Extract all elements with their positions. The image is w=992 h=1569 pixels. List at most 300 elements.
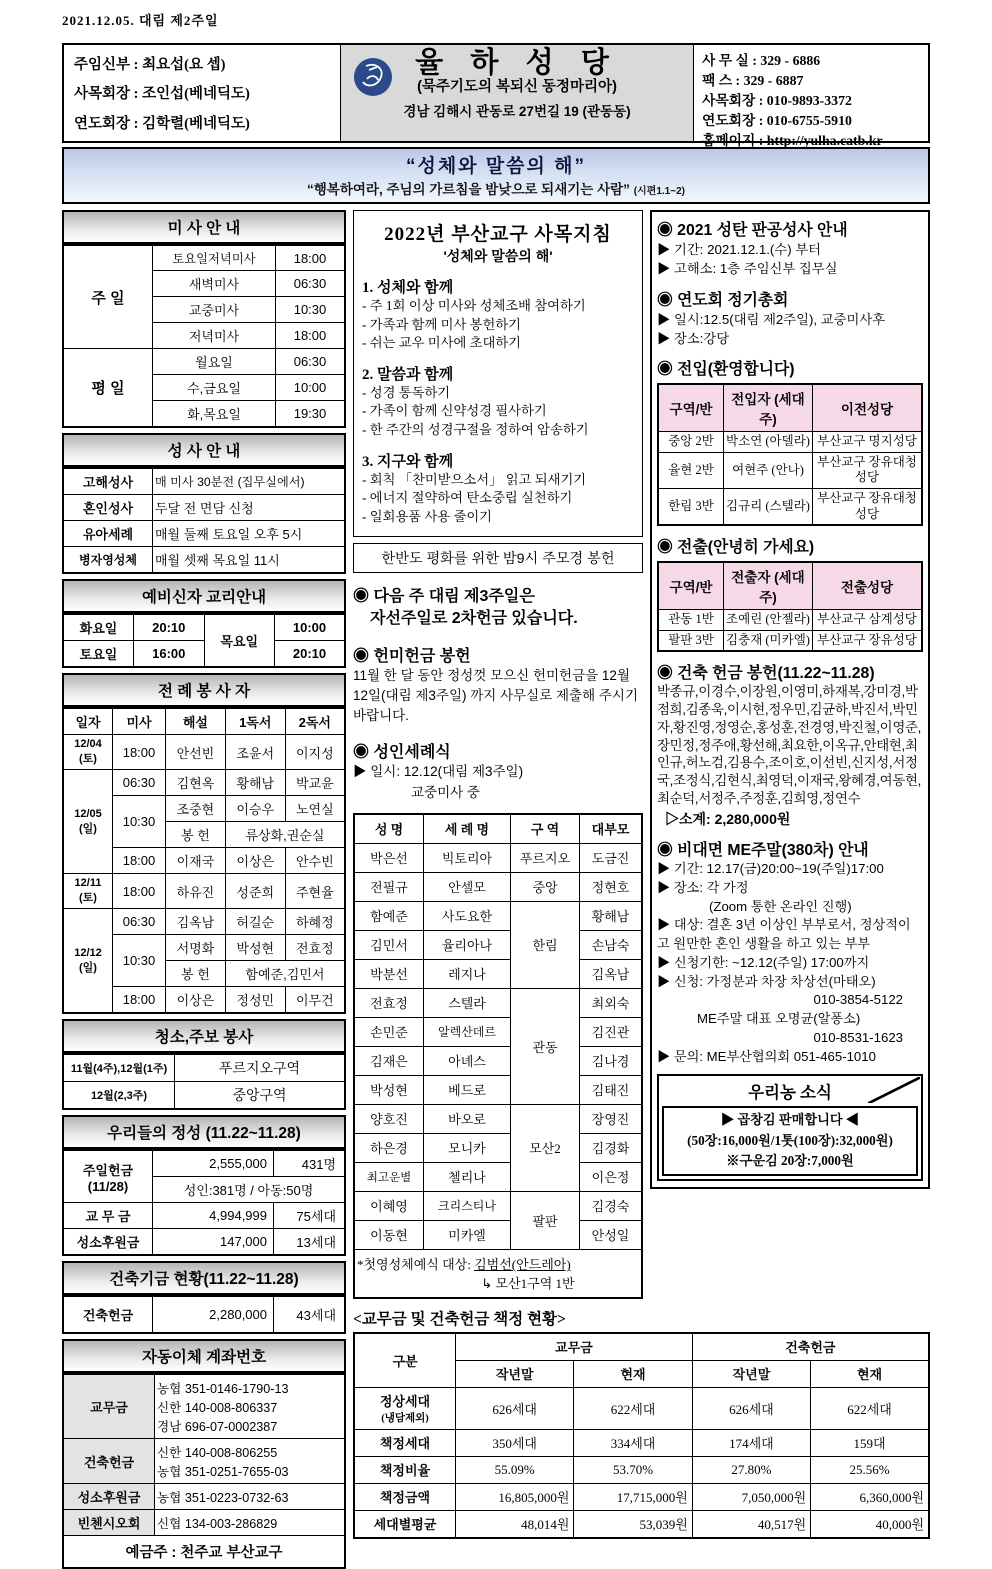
baptism-cell: 김태진 bbox=[580, 1075, 643, 1104]
me-line: ▶ 기간: 12.17(금)20:00~19(주일)17:00 bbox=[657, 861, 884, 877]
assessment-sub-header: 현재 bbox=[811, 1360, 929, 1387]
liturgy-cell: 06:30 bbox=[113, 770, 166, 796]
account-label-cell: 성소후원금 bbox=[63, 1484, 155, 1510]
baptism-cell: 알렉산데르 bbox=[424, 1017, 511, 1046]
table-row bbox=[63, 1054, 345, 1082]
pastoral-subtitle: '성체와 말씀의 해' bbox=[443, 248, 553, 264]
baptism-cell: 첼리나 bbox=[424, 1162, 511, 1191]
liturgy-cell: 18:00 bbox=[113, 987, 166, 1014]
offering-amount-cell: 4,994,999 bbox=[153, 1203, 274, 1229]
move-cell: 조예린 (안젤라) bbox=[724, 610, 813, 631]
offering-table bbox=[62, 1149, 346, 1256]
building-fund-header: 건축기금 현황(11.22~11.28) bbox=[62, 1261, 346, 1295]
staff-line: 사목회장 : 조인섭(베네딕도) bbox=[74, 86, 250, 103]
table-row bbox=[354, 1456, 929, 1483]
baptism-cell: 미카엘 bbox=[424, 1220, 511, 1249]
cleaning-region-cell: 중앙구역 bbox=[175, 1082, 346, 1110]
table-row bbox=[354, 1483, 929, 1510]
assessment-title: <교무금 및 건축헌금 책정 현황> bbox=[353, 1310, 566, 1328]
notice-line: ▶ 장소:강당 bbox=[657, 330, 730, 346]
move-cell: 부산교구 장유대청성당 bbox=[813, 488, 923, 525]
account-line: 농협 351-0251-7655-03 bbox=[157, 1465, 289, 1479]
baptism-cell: 박분선 bbox=[354, 959, 424, 988]
baptism-cell: 안셀모 bbox=[424, 872, 511, 901]
mass-name-cell: 저녁미사 bbox=[153, 323, 276, 349]
liturgy-cell: 10:30 bbox=[113, 935, 166, 987]
offering-label-cell: 교 무 금 bbox=[63, 1203, 153, 1229]
assessment-cell: 17,715,000원 bbox=[574, 1483, 692, 1510]
mass-time-cell: 06:30 bbox=[276, 271, 346, 297]
adult-baptism-notice bbox=[353, 739, 643, 803]
liturgy-cell: 이승우 bbox=[225, 796, 285, 822]
sacrament-label-cell: 유아세례 bbox=[63, 521, 153, 547]
offering-header: 우리들의 정성 (11.22~11.28) bbox=[62, 1115, 346, 1149]
baptism-cell: 아녜스 bbox=[424, 1046, 511, 1075]
liturgy-cell: 이상은 bbox=[225, 848, 285, 874]
mass-name-cell: 월요일 bbox=[153, 349, 276, 375]
baptism-cell: 이은정 bbox=[580, 1162, 643, 1191]
mass-info-table bbox=[62, 244, 346, 428]
cleaning-region-cell: 푸르지오구역 bbox=[175, 1054, 346, 1082]
first-communion-footnote bbox=[354, 1249, 642, 1298]
notice-line: ▶ 일시:12.5(대림 제2주일), 교중미사후 bbox=[657, 311, 886, 327]
liturgy-date-cell: 12/12 (일) bbox=[63, 909, 113, 1014]
table-row bbox=[63, 495, 345, 521]
me-phone: 010-3854-5122 bbox=[813, 992, 903, 1008]
offering-label-cell: 성소후원금 bbox=[63, 1229, 153, 1256]
liturgy-cell: 이지성 bbox=[285, 735, 345, 770]
assessment-cell: 7,050,000원 bbox=[692, 1483, 810, 1510]
account-line: 신한 140-008-806255 bbox=[157, 1446, 278, 1460]
liturgy-cell: 하유진 bbox=[166, 874, 226, 909]
offering-amount-cell: 147,000 bbox=[153, 1229, 274, 1256]
liturgy-cell: 봉 헌 bbox=[166, 822, 226, 848]
charity-sunday-notice bbox=[353, 586, 643, 629]
move-col-header: 전출자 (세대주) bbox=[724, 562, 813, 610]
baptism-cell: 김재은 bbox=[354, 1046, 424, 1075]
cleaning-week-cell: 11월(4주),12월(1주) bbox=[63, 1054, 175, 1082]
table-row bbox=[63, 1484, 345, 1510]
me-line: (Zoom 통한 온라인 진행) bbox=[709, 898, 852, 914]
table-row bbox=[354, 901, 642, 930]
building-offering-names: 박종규,이경수,이장원,이영미,하재복,강미경,박점희,김종욱,이시현,정우민,김균하,박진서,박민자,황진영,정영순,홍성훈,전경영,박진철,이영준,장민정,정주애,황선해,최요한,이옥규,안태현,최인규,허노검,김용수,조이호,이선빈,신지성,서정국,조정식,김현식,최영덕,이재국,왕혜경,여동현,최순덕,서정주,주정훈,김희영,정연수 bbox=[657, 684, 922, 806]
staff-line: 주임신부 : 최요섭(요 셉) bbox=[74, 57, 226, 74]
liturgy-col-header: 해설 bbox=[166, 708, 226, 735]
urinong-title: 우리농 소식 bbox=[748, 1083, 832, 1103]
me-line: ▶ 장소: 각 가정 bbox=[657, 879, 749, 895]
table-header-row bbox=[658, 562, 922, 610]
cleaning-table bbox=[62, 1053, 346, 1110]
move-cell: 김규리 (스텔라) bbox=[724, 488, 813, 525]
table-row bbox=[63, 1082, 345, 1110]
move-in-table bbox=[657, 383, 923, 526]
pastoral-item: - 쉬는 교우 미사에 초대하기 bbox=[362, 335, 522, 351]
baptism-cell: 중앙 bbox=[511, 872, 580, 901]
liturgy-cell: 김옥남 bbox=[166, 909, 226, 935]
liturgy-cell: 10:30 bbox=[113, 796, 166, 848]
account-line: 신한 140-008-806337 bbox=[157, 1401, 278, 1415]
table-row bbox=[63, 547, 345, 574]
notice-line: ▶ 일시: 12.12(대림 제3주일) bbox=[353, 764, 524, 780]
move-col-header: 전입자 (세대주) bbox=[724, 384, 813, 432]
liturgy-cell: 이무건 bbox=[285, 987, 345, 1014]
baptism-cell: 푸르지오 bbox=[511, 843, 580, 872]
mass-name-cell: 화,목요일 bbox=[153, 401, 276, 428]
liturgy-cell: 김현옥 bbox=[166, 770, 226, 796]
yeondohoe-meeting-title: ◉ 연도회 정기총회 bbox=[657, 291, 789, 309]
masthead-contacts bbox=[694, 45, 928, 148]
table-row bbox=[354, 1191, 642, 1220]
liturgy-cell: 안수빈 bbox=[285, 848, 345, 874]
move-cell: 부산교구 장유대청성당 bbox=[813, 452, 923, 488]
footnote-name: 김범선(안드레아) bbox=[474, 1257, 571, 1273]
table-row bbox=[354, 1046, 642, 1075]
church-name: 율 하 성 당 bbox=[415, 47, 619, 79]
assessment-row-label: 책정금액 bbox=[354, 1483, 456, 1510]
table-header-row bbox=[354, 814, 642, 844]
baptism-cell: 김경숙 bbox=[580, 1191, 643, 1220]
assessment-row-label: 책정비율 bbox=[354, 1456, 456, 1483]
table-row bbox=[354, 872, 642, 901]
baptism-cell: 김민서 bbox=[354, 930, 424, 959]
assessment-cell: 55.09% bbox=[456, 1456, 574, 1483]
pastoral-section-heading: 3. 지구와 함께 bbox=[362, 453, 454, 470]
masthead bbox=[62, 43, 930, 148]
liturgy-cell: 성준희 bbox=[225, 874, 285, 909]
assessment-cell: 40,517원 bbox=[692, 1510, 810, 1538]
baptism-col-header: 대부모 bbox=[580, 814, 643, 844]
assessment-cell: 159대 bbox=[811, 1429, 929, 1456]
table-row bbox=[354, 1510, 929, 1538]
notice-line: ▶ 고해소: 1층 주임신부 집무실 bbox=[657, 261, 838, 277]
mass-time-cell: 18:00 bbox=[276, 323, 346, 349]
building-offering-subtotal: ▷소계: 2,280,000원 bbox=[665, 811, 791, 828]
baptism-cell: 김나경 bbox=[580, 1046, 643, 1075]
pastoral-item: - 가족과 함께 미사 봉헌하기 bbox=[362, 316, 522, 332]
move-cell: 여현주 (안나) bbox=[724, 452, 813, 488]
pastoral-item: - 성경 통독하기 bbox=[362, 384, 451, 400]
pastoral-item: - 에너지 절약하여 탄소중립 실천하기 bbox=[362, 490, 573, 506]
table-row bbox=[63, 1150, 345, 1177]
baptism-cell: 정현호 bbox=[580, 872, 643, 901]
move-cell: 부산교구 삼계성당 bbox=[813, 610, 923, 631]
middle-column bbox=[353, 210, 643, 1299]
move-cell: 박소연 (아델라) bbox=[724, 432, 813, 453]
baptism-cell: 한림 bbox=[511, 901, 580, 988]
assessment-group-header: 건축헌금 bbox=[692, 1333, 929, 1361]
baptism-cell: 관동 bbox=[511, 988, 580, 1104]
baptism-cell: 율리아나 bbox=[424, 930, 511, 959]
table-header-row bbox=[63, 708, 345, 735]
liturgy-col-header: 1독서 bbox=[225, 708, 285, 735]
rice-offering-notice bbox=[353, 643, 643, 727]
me-line: ▶ 신청: 가정분과 차장 차상선(마태오) bbox=[657, 973, 876, 989]
move-cell: 중앙 2반 bbox=[658, 432, 724, 453]
me-line: ▶ 대상: 결혼 3년 이상인 부부로서, 정상적이고 원만한 혼인 생활을 하고 있는 부부 bbox=[657, 917, 911, 952]
building-fund-label-cell: 건축헌금 bbox=[63, 1296, 153, 1333]
baptism-cell: 팔판 bbox=[511, 1191, 580, 1249]
liturgy-col-header: 미사 bbox=[113, 708, 166, 735]
mass-time-cell: 18:00 bbox=[276, 245, 346, 271]
building-fund-count-cell: 43세대 bbox=[274, 1296, 346, 1333]
table-row bbox=[63, 1536, 345, 1569]
baptism-cell: 하은경 bbox=[354, 1133, 424, 1162]
date-header: 2021.12.05. 대림 제2주일 bbox=[62, 13, 219, 28]
assessment-cell: 350세대 bbox=[456, 1429, 574, 1456]
liturgy-cell: 허길순 bbox=[225, 909, 285, 935]
move-cell: 부산교구 장유성당 bbox=[813, 630, 923, 651]
liturgy-cell: 박교윤 bbox=[285, 770, 345, 796]
table-header-row bbox=[658, 384, 922, 432]
sacrament-label-cell: 혼인성사 bbox=[63, 495, 153, 521]
catechumen-time-cell: 16:00 bbox=[134, 641, 205, 668]
liturgy-col-header: 2독서 bbox=[285, 708, 345, 735]
account-label-cell: 건축헌금 bbox=[63, 1439, 155, 1484]
catechumen-time-cell: 20:10 bbox=[134, 614, 205, 641]
account-numbers-cell: 신협 134-003-286829 bbox=[155, 1510, 346, 1536]
move-cell: 팔판 3반 bbox=[658, 630, 724, 651]
sacrament-value-cell: 매월 둘째 토요일 오후 5시 bbox=[153, 521, 346, 547]
table-row bbox=[63, 245, 345, 271]
assessment-cell: 40,000원 bbox=[811, 1510, 929, 1538]
table-row bbox=[354, 988, 642, 1017]
contact-line: 사 무 실 : 329 - 6886 bbox=[702, 53, 821, 68]
assessment-cell: 6,360,000원 bbox=[811, 1483, 929, 1510]
me-line: ME주말 대표 오명균(알퐁소) bbox=[697, 1011, 861, 1027]
accounts-header: 자동이체 계좌번호 bbox=[62, 1339, 346, 1373]
move-out-table bbox=[657, 561, 923, 652]
urinong-line: ▶ 곱창김 판매합니다 ◀ bbox=[720, 1112, 860, 1128]
table-row bbox=[63, 1374, 345, 1439]
baptism-cell: 최외숙 bbox=[580, 988, 643, 1017]
baptism-col-header: 구 역 bbox=[511, 814, 580, 844]
mass-name-cell: 수,금요일 bbox=[153, 375, 276, 401]
baptism-candidates-table bbox=[353, 813, 643, 1299]
table-row bbox=[354, 1017, 642, 1046]
left-column bbox=[62, 210, 346, 1569]
account-line: 경남 696-07-0002387 bbox=[157, 1420, 278, 1434]
baptism-cell: 박은선 bbox=[354, 843, 424, 872]
corner-diagonal-decoration bbox=[868, 1077, 920, 1103]
liturgy-servers-table bbox=[62, 707, 346, 1014]
sacrament-label-cell: 고해성사 bbox=[63, 468, 153, 495]
assessment-sub-header: 작년말 bbox=[692, 1360, 810, 1387]
baptism-cell: 모니카 bbox=[424, 1133, 511, 1162]
catechumen-time-cell: 10:00 bbox=[275, 614, 346, 641]
move-col-header: 구역/반 bbox=[658, 562, 724, 610]
urinong-news-box bbox=[657, 1074, 923, 1180]
liturgy-cell: 주현율 bbox=[285, 874, 345, 909]
sacrament-value-cell: 두달 전 면담 신청 bbox=[153, 495, 346, 521]
sacraments-header: 성 사 안 내 bbox=[62, 433, 346, 467]
pastoral-item: - 가족이 함께 신약성경 필사하기 bbox=[362, 403, 547, 419]
liturgy-cell: 함예준,김민서 bbox=[225, 961, 345, 987]
mass-info-header: 미 사 안 내 bbox=[62, 210, 346, 244]
baptism-cell: 김경화 bbox=[580, 1133, 643, 1162]
liturgy-date-cell: 12/11 (토) bbox=[63, 874, 113, 909]
liturgy-date-cell: 12/05 (일) bbox=[63, 770, 113, 874]
assessment-cell: 53.70% bbox=[574, 1456, 692, 1483]
assessment-cell: 334세대 bbox=[574, 1429, 692, 1456]
assessment-cell: 174세대 bbox=[692, 1429, 810, 1456]
baptism-cell: 황해남 bbox=[580, 901, 643, 930]
table-row bbox=[658, 432, 922, 453]
liturgy-cell: 박성현 bbox=[225, 935, 285, 961]
me-line: ▶ 문의: ME부산협의회 051-465-1010 bbox=[657, 1048, 876, 1064]
liturgy-cell: 06:30 bbox=[113, 909, 166, 935]
table-row bbox=[63, 521, 345, 547]
assessment-sub-header: 현재 bbox=[574, 1360, 692, 1387]
liturgy-cell: 조윤서 bbox=[225, 735, 285, 770]
church-subtitle: (묵주기도의 복되신 동정마리아) bbox=[417, 79, 617, 96]
catechumen-time-cell: 20:10 bbox=[275, 641, 346, 668]
cleaning-week-cell: 12월(2,3주) bbox=[63, 1082, 175, 1110]
liturgy-cell: 이재국 bbox=[166, 848, 226, 874]
liturgy-cell: 류상화,권순실 bbox=[225, 822, 345, 848]
notice-line: 교중미사 중 bbox=[411, 784, 480, 800]
sacrament-value-cell: 매 미사 30분전 (집무실에서) bbox=[153, 468, 346, 495]
table-row bbox=[63, 770, 345, 796]
baptism-cell: 베드로 bbox=[424, 1075, 511, 1104]
notice-title: ◉ 헌미헌금 봉헌 bbox=[353, 647, 471, 665]
offering-amount-cell: 2,555,000 bbox=[153, 1150, 274, 1177]
baptism-cell: 김옥남 bbox=[580, 959, 643, 988]
mass-name-cell: 토요일저녁미사 bbox=[153, 245, 276, 271]
masthead-title-block bbox=[341, 45, 694, 141]
staff-line: 연도회장 : 김학렬(베네딕도) bbox=[74, 115, 250, 132]
baptism-cell: 이동현 bbox=[354, 1220, 424, 1249]
accounts-table bbox=[62, 1373, 346, 1569]
notice-line: ◉ 다음 주 대림 제3주일은 bbox=[353, 588, 535, 606]
table-row bbox=[658, 610, 922, 631]
liturgy-cell: 18:00 bbox=[113, 735, 166, 770]
mass-group-cell: 주 일 bbox=[63, 245, 153, 349]
church-logo-icon bbox=[353, 57, 393, 97]
table-row bbox=[63, 909, 345, 935]
urinong-line: ※구운김 20장:7,000원 bbox=[726, 1153, 854, 1169]
move-cell: 김충재 (미카엘) bbox=[724, 630, 813, 651]
me-phone: 010-8531-1623 bbox=[813, 1029, 903, 1045]
mass-time-cell: 06:30 bbox=[276, 349, 346, 375]
baptism-col-header: 세 례 명 bbox=[424, 814, 511, 844]
assessment-row-label: 세대별평균 bbox=[354, 1510, 456, 1538]
mass-name-cell: 새벽미사 bbox=[153, 271, 276, 297]
assessment-table bbox=[353, 1332, 930, 1539]
peace-prayer-box: 한반도 평화를 위한 밤9시 주모경 봉헌 bbox=[353, 543, 643, 573]
notice-body: 11월 한 달 동안 정성껏 모으신 헌미헌금을 12월 12일(대림 제3주일) 까지 사무실로 제출해 주시기 바랍니다. bbox=[353, 667, 639, 724]
assessment-cell: 25.56% bbox=[811, 1456, 929, 1483]
table-row bbox=[63, 1510, 345, 1536]
right-column bbox=[650, 210, 930, 1189]
assessment-cell: 53,039원 bbox=[574, 1510, 692, 1538]
year-theme-banner bbox=[62, 147, 930, 204]
mass-time-cell: 10:30 bbox=[276, 297, 346, 323]
assessment-cell: 27.80% bbox=[692, 1456, 810, 1483]
table-row bbox=[354, 1162, 642, 1191]
table-row bbox=[354, 843, 642, 872]
building-offering-title: ◉ 건축 헌금 봉헌(11.22~11.28) bbox=[657, 665, 875, 683]
account-numbers-cell: 농협 351-0223-0732-63 bbox=[155, 1484, 346, 1510]
account-line: 농협 351-0146-1790-13 bbox=[157, 1382, 289, 1396]
pastoral-item: - 회칙 「찬미받으소서」 읽고 되새기기 bbox=[362, 471, 587, 487]
baptism-cell: 빅토리아 bbox=[424, 843, 511, 872]
assessment-cell: 626세대 bbox=[456, 1387, 574, 1429]
offering-count-cell: 431명 bbox=[274, 1150, 346, 1177]
offering-detail-cell: 성인:381명 / 아동:50명 bbox=[153, 1177, 346, 1203]
assessment-section bbox=[353, 1307, 930, 1539]
baptism-cell: 최고운별 bbox=[354, 1162, 424, 1191]
theme-verse: “행복하여라, 주님의 가르침을 밤낮으로 되새기는 사람” bbox=[307, 182, 630, 197]
liturgy-cell: 18:00 bbox=[113, 874, 166, 909]
urinong-body bbox=[662, 1106, 918, 1175]
baptism-cell: 안성일 bbox=[580, 1220, 643, 1249]
move-out-title: ◉ 전출(안녕히 가세요) bbox=[657, 539, 815, 557]
me-weekend-title: ◉ 비대면 ME주말(380차) 안내 bbox=[657, 842, 869, 860]
footnote-region: ↳ 모산1구역 1반 bbox=[481, 1276, 575, 1292]
notice-line: 자선주일로 2차헌금 있습니다. bbox=[370, 610, 578, 628]
baptism-cell: 전필규 bbox=[354, 872, 424, 901]
baptism-cell: 김진관 bbox=[580, 1017, 643, 1046]
me-line: ▶ 신청기한: ~12.12(주일) 17:00까지 bbox=[657, 954, 870, 970]
baptism-cell: 이혜영 bbox=[354, 1191, 424, 1220]
pastoral-item: - 주 1회 이상 미사와 성체조배 참여하기 bbox=[362, 298, 586, 313]
catechumen-day-cell: 토요일 bbox=[63, 641, 134, 668]
table-row bbox=[354, 1387, 929, 1429]
pastoral-title: 2022년 부산교구 사목지침 bbox=[384, 224, 612, 245]
baptism-cell: 함예준 bbox=[354, 901, 424, 930]
move-cell: 관동 1반 bbox=[658, 610, 724, 631]
move-col-header: 전출성당 bbox=[813, 562, 923, 610]
assessment-cell: 48,014원 bbox=[456, 1510, 574, 1538]
building-fund-amount-cell: 2,280,000 bbox=[153, 1296, 274, 1333]
baptism-cell: 사도요한 bbox=[424, 901, 511, 930]
liturgy-cell: 황해남 bbox=[225, 770, 285, 796]
table-row bbox=[63, 614, 345, 641]
table-row bbox=[354, 930, 642, 959]
liturgy-date-cell: 12/04 (토) bbox=[63, 735, 113, 770]
building-fund-table bbox=[62, 1295, 346, 1334]
table-row bbox=[63, 1203, 345, 1229]
move-in-title: ◉ 전입(환영합니다) bbox=[657, 361, 795, 379]
table-row bbox=[63, 1229, 345, 1256]
liturgy-cell: 조중현 bbox=[166, 796, 226, 822]
pastoral-item: - 일회용품 사용 줄이기 bbox=[362, 508, 493, 524]
confession-notice-title: ◉ 2021 성탄 판공성사 안내 bbox=[657, 222, 848, 239]
liturgy-cell: 18:00 bbox=[113, 848, 166, 874]
assessment-cell: 16,805,000원 bbox=[456, 1483, 574, 1510]
liturgy-cell: 안선빈 bbox=[166, 735, 226, 770]
catechumen-day-cell: 화요일 bbox=[63, 614, 134, 641]
liturgy-servers-header: 전 례 봉 사 자 bbox=[62, 673, 346, 707]
baptism-cell: 박성현 bbox=[354, 1075, 424, 1104]
move-cell: 한림 3반 bbox=[658, 488, 724, 525]
sacrament-value-cell: 매월 셋째 목요일 11시 bbox=[153, 547, 346, 574]
theme-title: “성체와 말씀의 해” bbox=[405, 156, 587, 177]
account-numbers-cell bbox=[155, 1374, 346, 1439]
mass-time-cell: 10:00 bbox=[276, 375, 346, 401]
assessment-row-label bbox=[354, 1387, 456, 1429]
liturgy-cell: 전효정 bbox=[285, 935, 345, 961]
catechumen-table bbox=[62, 613, 346, 668]
assessment-group-header: 교무금 bbox=[456, 1333, 693, 1361]
table-row bbox=[658, 488, 922, 525]
account-label-cell: 교무금 bbox=[63, 1374, 155, 1439]
liturgy-cell: 하혜정 bbox=[285, 909, 345, 935]
baptism-cell: 레지나 bbox=[424, 959, 511, 988]
contact-line: 팩 스 : 329 - 6887 bbox=[702, 73, 804, 88]
offering-label-line: 주일헌금 bbox=[82, 1162, 134, 1178]
pastoral-guideline-box bbox=[353, 210, 643, 537]
